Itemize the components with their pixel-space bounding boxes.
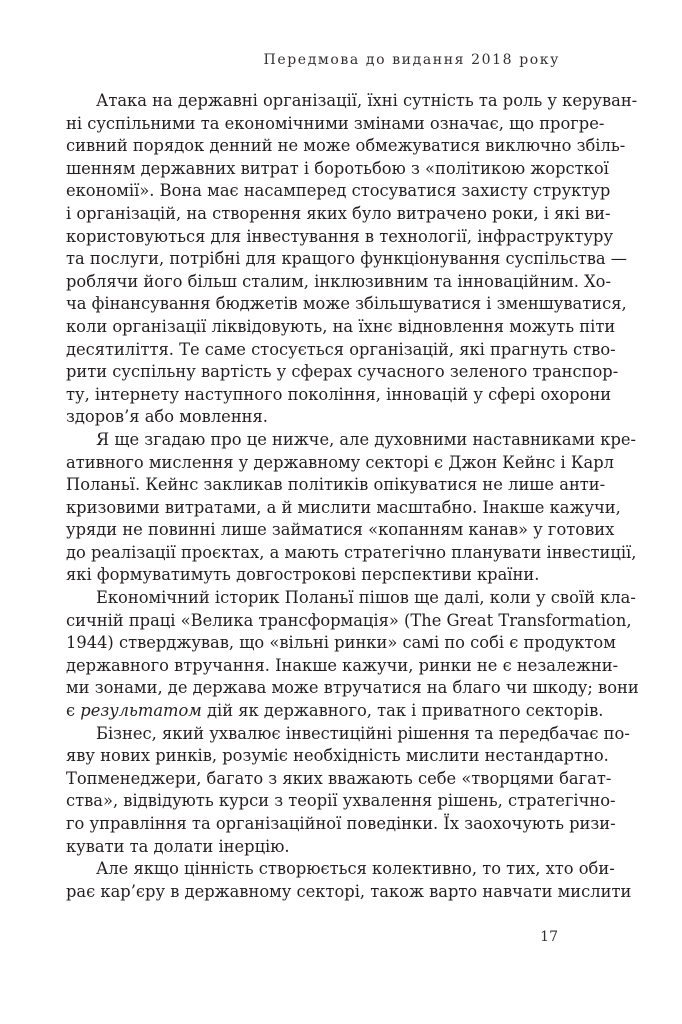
paragraph (66, 429, 637, 587)
text-line: коли організації ліквідовують, на їхнє відновлення можуть піти (66, 316, 616, 336)
text-line: користовуються для інвестування в технології, інфраструктуру (66, 226, 614, 246)
text-fragment: є (66, 701, 81, 721)
emphasized-word: результатом (80, 701, 202, 721)
text-line: сивний порядок денний не може обмежуватися виключно збіль- (66, 136, 626, 156)
text-line: Але якщо цінність створюється колективно, то тих, хто оби- (96, 859, 615, 879)
text-line: та послуги, потрібні для кращого функціонування суспільства — (66, 249, 628, 269)
text-line (66, 700, 604, 723)
text-fragment: дій як державного, так і приватного секторів. (201, 701, 604, 721)
text-line: го управління та організаційної поведінки. Їх заохочують ризи- (66, 814, 616, 833)
text-line: здоров’я або мовлення. (66, 407, 268, 427)
text-line: уряди не повинні лише займатися «копанням канав» у готових (66, 520, 615, 540)
text-line: Топменеджери, багато з яких вважають себе «творцями багат- (66, 768, 612, 788)
text-line: ми зонами, де держава може втручатися на благо чи шкоду; вони (66, 678, 639, 698)
paragraph (66, 723, 630, 859)
text-line: десятиліття. Те саме стосується організацій, які прагнуть ство- (66, 339, 616, 359)
text-line: Економічний історик Поланьї пішов ще далі, коли у своїй кла- (96, 588, 636, 608)
paragraph (66, 90, 638, 429)
text-line: Атака на державні організації, їхні сутність та роль у керуван- (96, 91, 638, 110)
paragraph (66, 587, 639, 723)
text-line: шенням державних витрат і боротьбою з «політикою жорсткої (66, 158, 609, 178)
text-line: 1944) стверджував, що «вільні ринки» самі по собі є продуктом (66, 633, 616, 653)
text-line: сичній праці «Велика трансформація» (The Great Transformation, (66, 610, 632, 630)
text-line: економії». Вона має насамперед стосуватися захисту структур (66, 181, 611, 201)
text-line: ні суспільними та економічними змінами означає, що прогре- (66, 113, 605, 133)
text-line: рити суспільну вартість у сферах сучасного зеленого транспор- (66, 362, 619, 382)
text-line: кувати та долати інерцію. (66, 836, 290, 856)
paragraph (66, 858, 632, 903)
running-head: Передмова до видання 2018 року (263, 52, 560, 68)
text-line: Поланьї. Кейнс закликав політиків опікуватися не лише анти- (66, 475, 606, 495)
body-text (66, 90, 639, 903)
text-line: ативного мислення у державному секторі є Джон Кейнс і Карл (66, 452, 614, 472)
text-line: ту, інтернету наступного покоління, інновацій у сфері охорони (66, 384, 612, 404)
text-line: рає кар’єру в державному секторі, також варто навчати мислити (66, 881, 632, 901)
text-line: Я ще згадаю про це нижче, але духовними наставниками кре- (96, 429, 637, 449)
page-number: 17 (540, 929, 558, 945)
text-line: які формуватимуть довгострокові перспективи країни. (66, 565, 540, 585)
text-line: роблячи його більш сталим, інклюзивним та інноваційним. Хо- (66, 271, 611, 291)
text-line: Бізнес, який ухвалює інвестиційні рішення та передбачає по- (96, 723, 630, 743)
text-line: ства», відвідують курси з теорії ухвалення рішень, стратегічно- (66, 791, 616, 811)
text-line: до реалізації проєктах, а мають стратегічно планувати інвестиції, (66, 542, 637, 562)
text-line: яву нових ринків, розуміє необхідність мислити нестандартно. (66, 746, 609, 766)
text-line: державного втручання. Інакше кажучи, ринки не є незалежни- (66, 655, 619, 675)
text-line: кризовими витратами, а й мислити масштабно. Інакше кажучи, (66, 497, 621, 517)
text-line: ча фінансування бюджетів може збільшуватися і зменшуватися, (66, 294, 627, 314)
text-line: і організацій, на створення яких було витрачено роки, і які ви- (66, 203, 611, 223)
